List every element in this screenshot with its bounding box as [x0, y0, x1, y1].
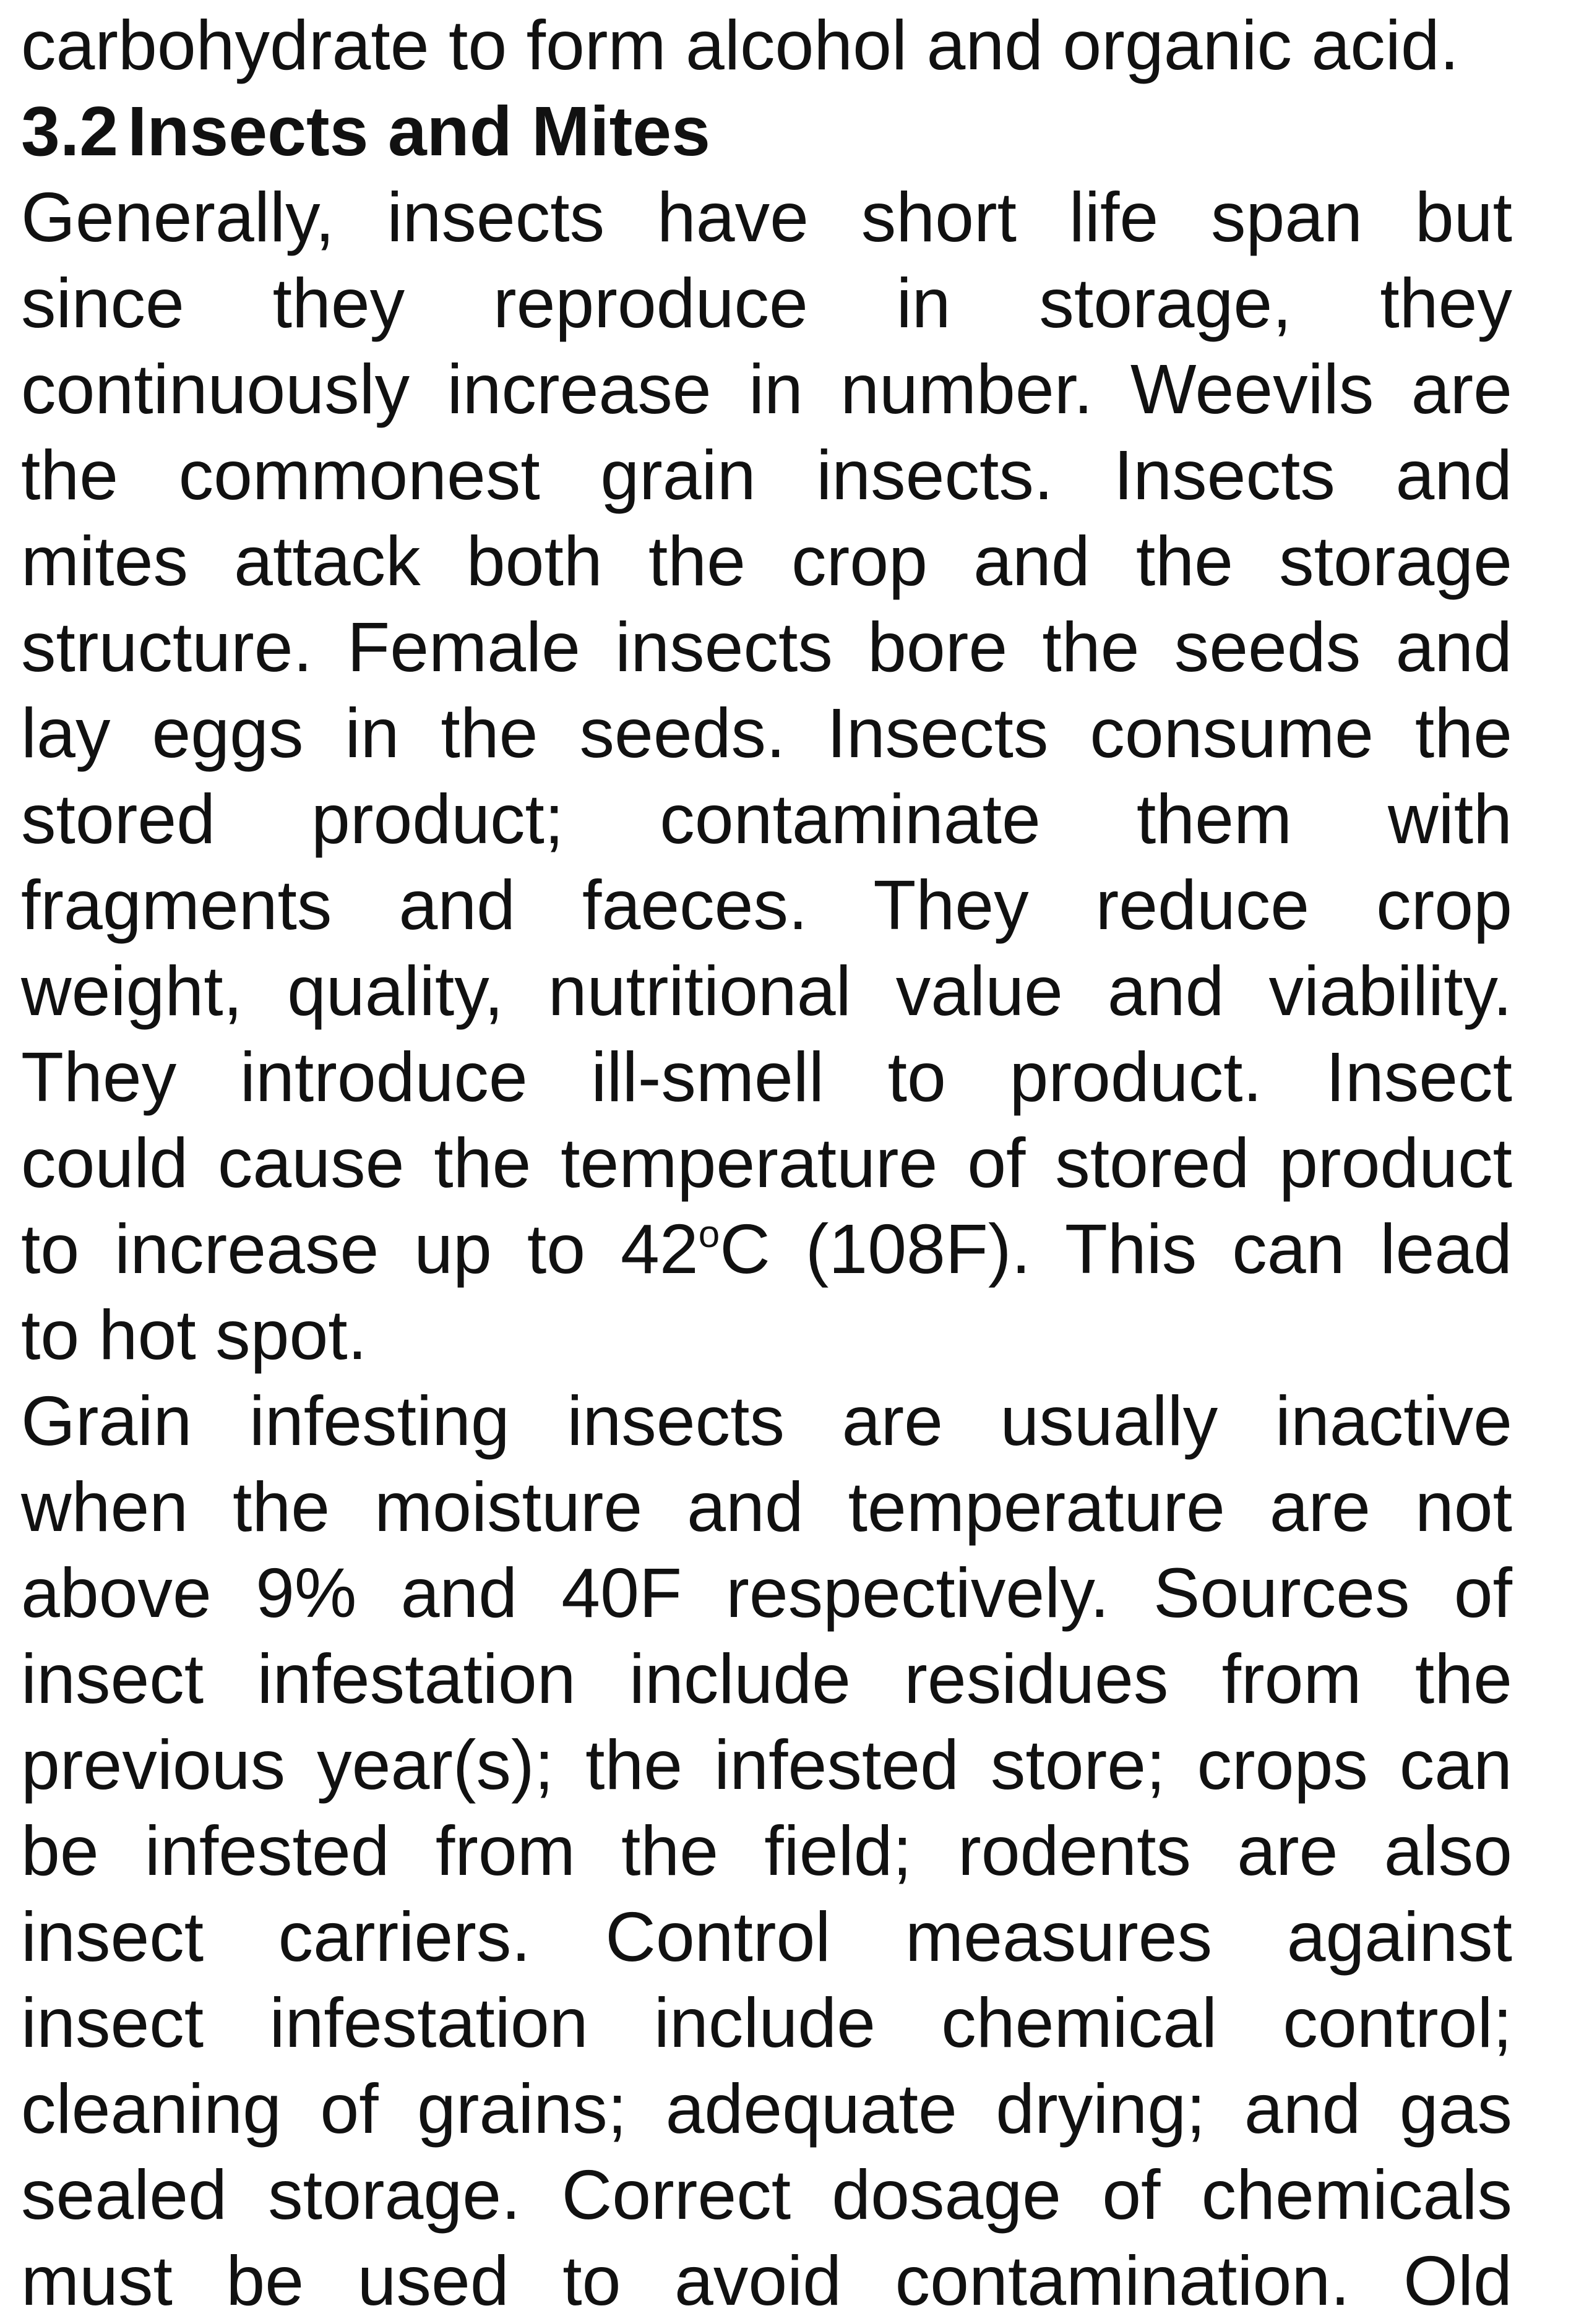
paragraph-line: mites attack both the crop and the storage	[21, 522, 1512, 600]
degree-symbol: o	[698, 1213, 720, 1256]
section-heading	[21, 88, 1512, 174]
paragraph-line: the commonest grain insects. Insects and	[21, 436, 1512, 514]
paragraph-line: structure. Female insects bore the seeds and	[21, 608, 1512, 686]
temperature-text-before: to increase up to 42	[21, 1210, 699, 1288]
paragraph-line: lay eggs in the seeds. Insects consume the	[21, 694, 1512, 772]
paragraph-line: They introduce ill-smell to product. Insect	[21, 1038, 1512, 1116]
paragraph-2	[21, 1378, 1512, 2324]
paragraph-line: stored product; contaminate them with	[21, 780, 1512, 858]
paragraph-line: continuously increase in number. Weevils are	[21, 350, 1512, 428]
paragraph-line: must be used to avoid contamination. Old	[21, 2242, 1512, 2320]
intro-line: carbohydrate to form alcohol and organic acid.	[21, 6, 1460, 84]
paragraph-line: fragments and faeces. They reduce crop	[21, 866, 1512, 944]
paragraph-line: cleaning of grains; adequate drying; and gas	[21, 2070, 1512, 2148]
paragraph-line: insect carriers. Control measures against	[21, 1898, 1512, 1976]
temperature-text-after: C (108F). This can lead	[720, 1210, 1512, 1288]
paragraph-line: weight, quality, nutritional value and viability.	[21, 952, 1512, 1030]
paragraph-line: above 9% and 40F respectively. Sources of	[21, 1554, 1512, 1632]
paragraph-line: Generally, insects have short life span but	[21, 178, 1512, 256]
section-title: Insects and Mites	[127, 92, 710, 170]
paragraph-line: previous year(s); the infested store; crops can	[21, 1726, 1512, 1804]
document-page	[21, 2, 1512, 2324]
paragraph-line: sealed storage. Correct dosage of chemicals	[21, 2156, 1512, 2234]
paragraph-line: insect infestation include residues from the	[21, 1640, 1512, 1718]
section-number: 3.2	[21, 92, 119, 170]
paragraph-line: could cause the temperature of stored product	[21, 1124, 1512, 1202]
paragraph-line: be infested from the field; rodents are also	[21, 1812, 1512, 1890]
paragraph-last-line: to hot spot.	[21, 1296, 368, 1374]
paragraph-line: insect infestation include chemical control;	[21, 1984, 1512, 2062]
paragraph-line: when the moisture and temperature are not	[21, 1468, 1512, 1546]
temperature-line	[21, 1206, 1512, 1292]
paragraph-line: Grain infesting insects are usually inactive	[21, 1382, 1512, 1460]
paragraph-1	[21, 174, 1512, 1378]
paragraph-line: since they reproduce in storage, they	[21, 264, 1512, 342]
